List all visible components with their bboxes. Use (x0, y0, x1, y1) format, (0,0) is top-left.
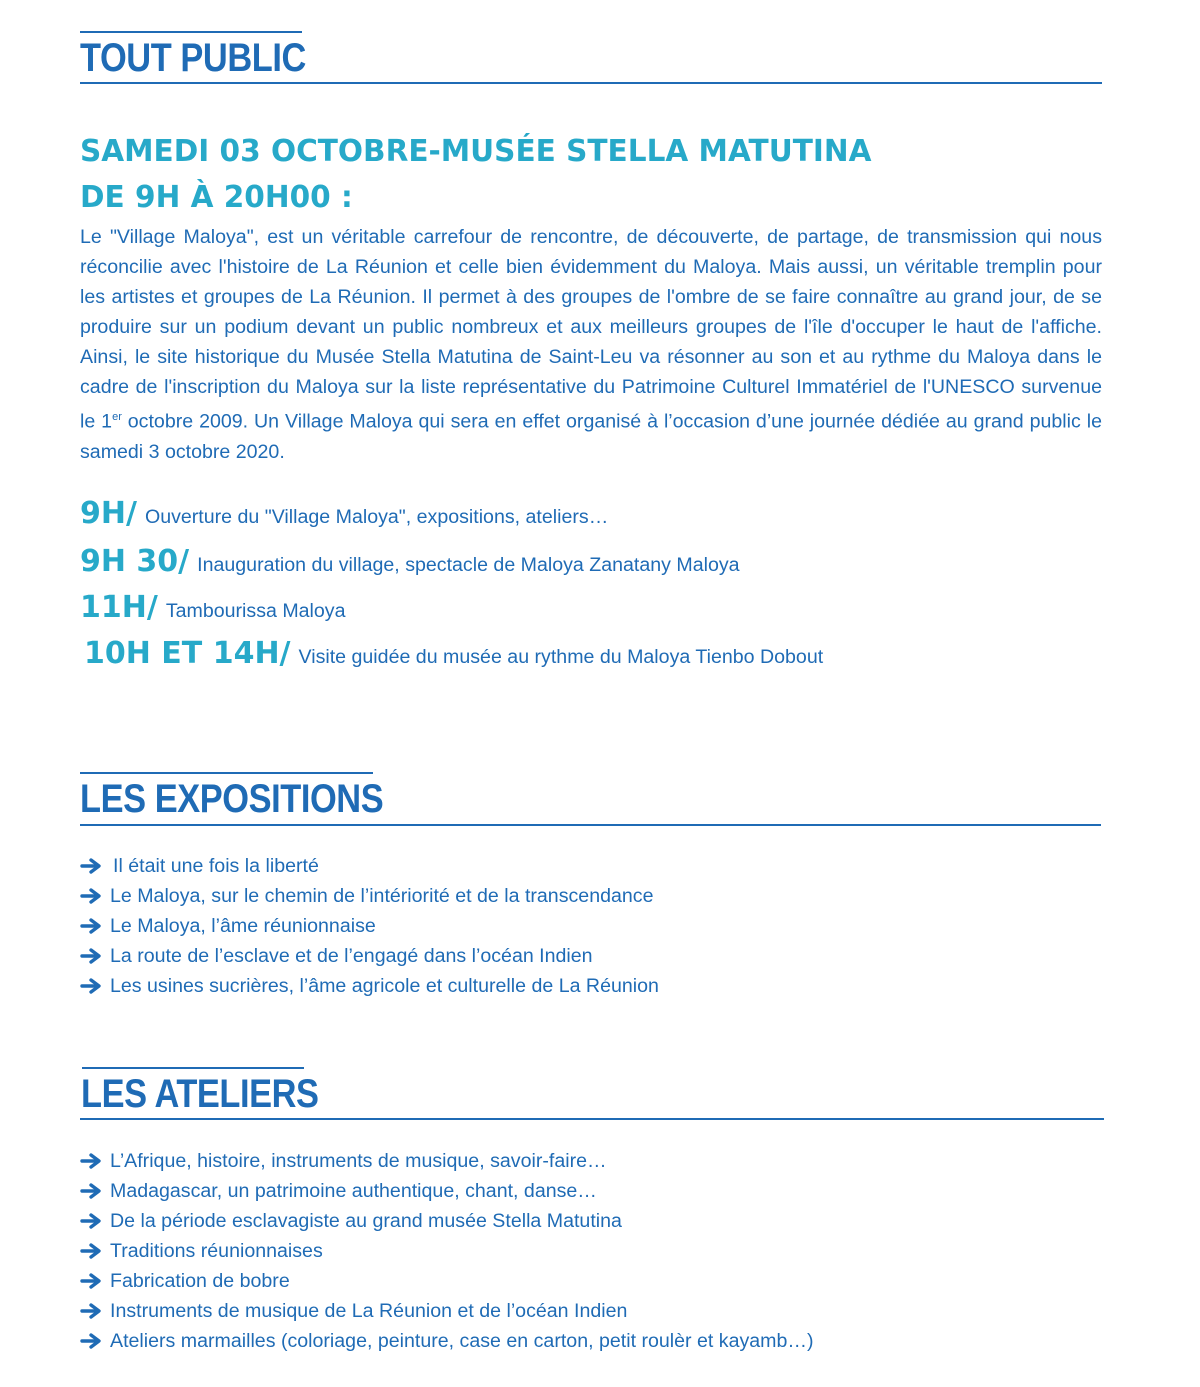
list-item (80, 911, 659, 941)
list-item (80, 1266, 814, 1296)
event-title-line1: SAMEDI 03 OCTOBRE-MUSÉE STELLA MATUTINA (80, 134, 872, 169)
arrow-right-icon (80, 948, 104, 964)
schedule-item (84, 636, 823, 671)
arrow-right-icon (80, 1243, 104, 1259)
ateliers-heading: LES ATELIERS (81, 1072, 319, 1116)
list-item-label: Ateliers marmailles (coloriage, peinture, case en carton, petit roulèr et kayamb…) (110, 1330, 814, 1352)
list-item-label: Le Maloya, l’âme réunionnaise (110, 915, 376, 937)
list-item-label: Il était une fois la liberté (113, 855, 319, 877)
intro-superscript: er (112, 411, 122, 423)
tout-public-top-rule (80, 31, 302, 33)
ateliers-top-rule (82, 1067, 304, 1069)
list-item (80, 1146, 814, 1176)
list-item-label: La route de l’esclave et de l’engagé dans l’océan Indien (110, 945, 593, 967)
list-item-label: Fabrication de bobre (110, 1270, 290, 1292)
intro-paragraph (80, 222, 1102, 467)
schedule-time: 11H/ (80, 590, 158, 625)
expositions-list (80, 851, 659, 1001)
arrow-right-icon (80, 1333, 104, 1349)
list-item (80, 1176, 814, 1206)
schedule-time: 10H ET 14H/ (84, 636, 291, 671)
ateliers-list (80, 1146, 814, 1356)
schedule-time: 9H 30/ (80, 544, 190, 579)
tout-public-heading: TOUT PUBLIC (80, 36, 306, 80)
arrow-right-icon (80, 978, 104, 994)
list-item-label: Les usines sucrières, l’âme agricole et culturelle de La Réunion (110, 975, 659, 997)
schedule-description: Visite guidée du musée au rythme du Maloya Tienbo Dobout (298, 646, 824, 668)
list-item (80, 941, 659, 971)
arrow-right-icon (80, 918, 104, 934)
tout-public-bottom-rule (80, 82, 1102, 84)
list-item-label: Instruments de musique de La Réunion et de l’océan Indien (110, 1300, 628, 1322)
list-item (80, 1326, 814, 1356)
arrow-right-icon (80, 1303, 104, 1319)
expositions-top-rule (80, 772, 373, 774)
list-item (80, 1206, 814, 1236)
expositions-heading: LES EXPOSITIONS (80, 777, 384, 821)
intro-text-part2: octobre 2009. Un Village Maloya qui sera en effet organisé à l’occasion d’une journée dédiée au grand public le samedi 3 octobre 2020. (80, 410, 1102, 463)
event-title-line2: DE 9H À 20H00 : (80, 180, 353, 215)
arrow-right-icon (80, 1273, 104, 1289)
list-item-label: Traditions réunionnaises (110, 1240, 323, 1262)
schedule-description: Inauguration du village, spectacle de Maloya Zanatany Maloya (197, 554, 740, 576)
list-item (80, 881, 659, 911)
schedule-description: Ouverture du "Village Maloya", expositions, ateliers… (144, 506, 609, 528)
schedule-item (80, 544, 740, 579)
list-item-label: Le Maloya, sur le chemin de l’intériorité et de la transcendance (110, 885, 654, 907)
arrow-right-icon (80, 1213, 104, 1229)
list-item-label: L’Afrique, histoire, instruments de musique, savoir-faire… (110, 1150, 607, 1172)
expositions-bottom-rule (80, 824, 1101, 826)
arrow-right-icon (80, 858, 104, 874)
list-item (80, 851, 659, 881)
list-item (80, 1296, 814, 1326)
schedule-item (80, 496, 608, 531)
intro-text-part1: Le "Village Maloya", est un véritable carrefour de rencontre, de découverte, de partage, de transmission qui nous réconcilie avec l'histoire de La Réunion et celle bien évidemment du Maloya. Mais aussi, un véritable tremplin pour les artistes et groupes de La Réunion. Il permet à des groupes de l'ombre de se faire connaître au grand jour, de se produire sur un podium devant un public nombreux et aux meilleurs groupes de l'île d'occuper le haut de l'affiche. Ainsi, le site historique du Musée Stella Matutina de Saint-Leu va résonner au son et au rythme du Maloya dans le cadre de l'inscription du Maloya sur la liste représentative du Patrimoine Culturel Immatériel de l'UNESCO survenue le 1 (80, 226, 1102, 433)
ateliers-bottom-rule (80, 1118, 1104, 1120)
list-item-label: Madagascar, un patrimoine authentique, chant, danse… (110, 1180, 597, 1202)
schedule-description: Tambourissa Maloya (165, 600, 346, 622)
list-item (80, 971, 659, 1001)
schedule-item (80, 590, 346, 625)
arrow-right-icon (80, 1183, 104, 1199)
arrow-right-icon (80, 1153, 104, 1169)
arrow-right-icon (80, 888, 104, 904)
schedule-time: 9H/ (80, 496, 137, 531)
list-item (80, 1236, 814, 1266)
list-item-label: De la période esclavagiste au grand musée Stella Matutina (110, 1210, 622, 1232)
